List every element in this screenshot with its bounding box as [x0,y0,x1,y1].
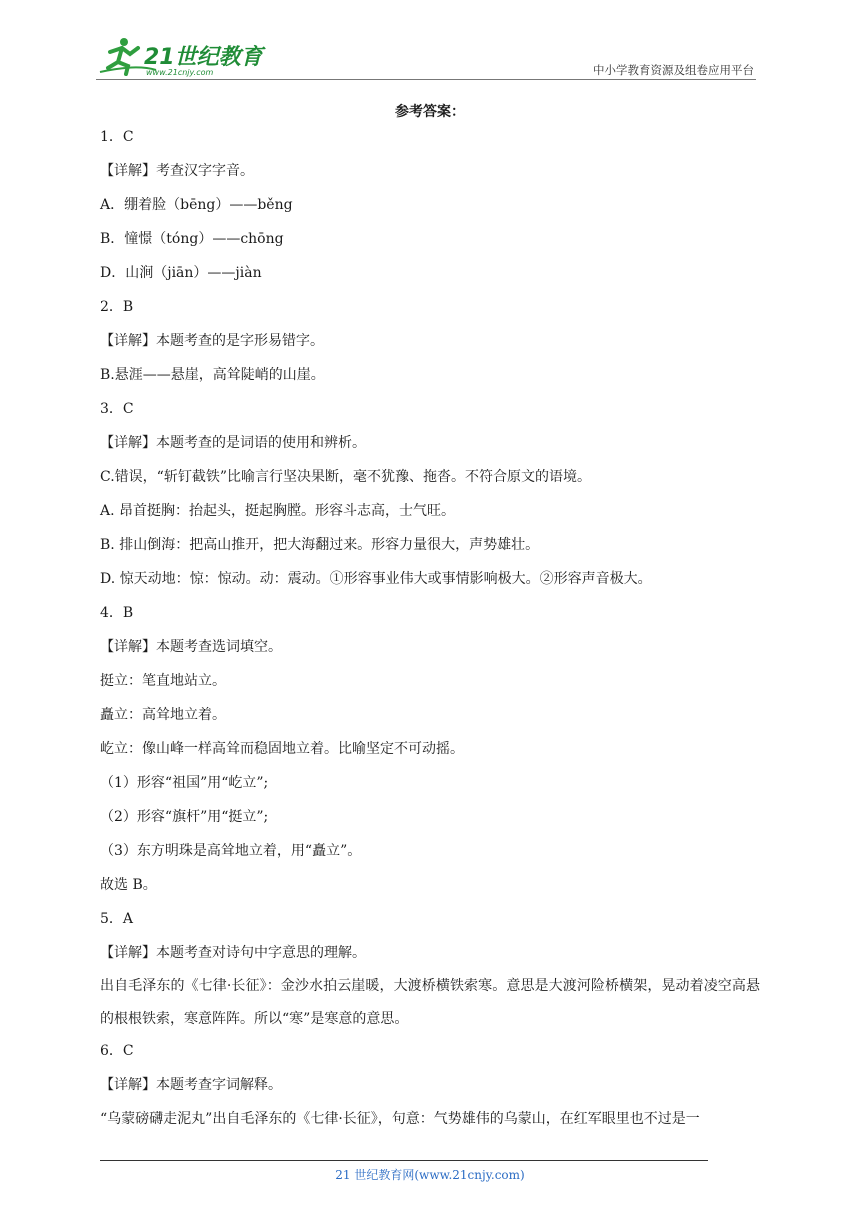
header-divider [96,79,756,80]
answer-line: B. 排山倒海：把高山推开，把大海翻过来。形容力量很大，声势雄壮。 [100,537,540,553]
answer-line: 3．C [100,401,134,417]
answer-line: 5．A [100,911,134,927]
answer-line: 屹立：像山峰一样高耸而稳固地立着。比喻坚定不可动摇。 [100,741,464,757]
answer-line: 【详解】考查汉字字音。 [100,163,254,179]
site-logo [96,34,266,78]
page-title: 参考答案： [395,104,465,120]
answer-line: D．山涧（jiān）——jiàn [100,265,262,281]
answer-line: 6．C [100,1043,134,1059]
svg-text:21世纪教育: 21世纪教育 [144,45,263,70]
answer-line: （1）形容“祖国”用“屹立”; [100,775,269,791]
answer-line: 【详解】本题考查的是字形易错字。 [100,333,324,349]
answer-paragraph: 出自毛泽东的《七律·长征》：金沙水拍云崖暖，大渡桥横铁索寒。意思是大渡河险桥横架，晃动着凌空高悬的根根铁索，寒意阵阵。所以“寒”是寒意的意思。 [100,978,760,1027]
answer-line: （2）形容“旗杆”用“挺立”; [100,809,269,825]
answer-line: 故选 B。 [100,877,157,893]
svg-text:www.21cnjy.com: www.21cnjy.com [146,68,214,77]
answer-line: 挺立：笔直地站立。 [100,673,226,689]
answer-line: 【详解】本题考查的是词语的使用和辨析。 [100,435,366,451]
answer-line: （3）东方明珠是高耸地立着，用“矗立”。 [100,843,362,859]
footer-divider [100,1160,708,1161]
answer-line: 矗立：高耸地立着。 [100,707,226,723]
answer-line: B.悬涯——悬崖，高耸陡峭的山崖。 [100,367,325,383]
answer-line: 4．B [100,605,134,621]
answer-line: 2．B [100,299,134,315]
footer-text: 21 世纪教育网(www.21cnjy.com) [335,1168,525,1182]
answer-content [100,126,760,1142]
answer-line: 【详解】本题考查字词解释。 [100,1077,282,1093]
answer-line: D. 惊天动地：惊：惊动。动：震动。①形容事业伟大或事情影响极大。②形容声音极大。 [100,571,652,587]
answer-line: 【详解】本题考查对诗句中字意思的理解。 [100,945,366,961]
answer-line: A．绷着脸（bēng）——běng [100,197,293,213]
answer-paragraph: “乌蒙磅礴走泥丸”出自毛泽东的《七律·长征》，句意：气势雄伟的乌蒙山，在红军眼里也不过是一 [100,1111,700,1127]
answer-line: C.错误，“斩钉截铁”比喻言行坚决果断，毫不犹豫、拖沓。不符合原文的语境。 [100,469,591,485]
answer-line: A. 昂首挺胸：抬起头，挺起胸膛。形容斗志高，士气旺。 [100,503,456,519]
page-header [96,34,756,80]
platform-name: 中小学教育资源及组卷应用平台 [593,63,754,77]
answer-line: 【详解】本题考查选词填空。 [100,639,282,655]
answer-line: 1．C [100,129,134,145]
answer-line: B．憧憬（tóng）——chōng [100,231,284,247]
